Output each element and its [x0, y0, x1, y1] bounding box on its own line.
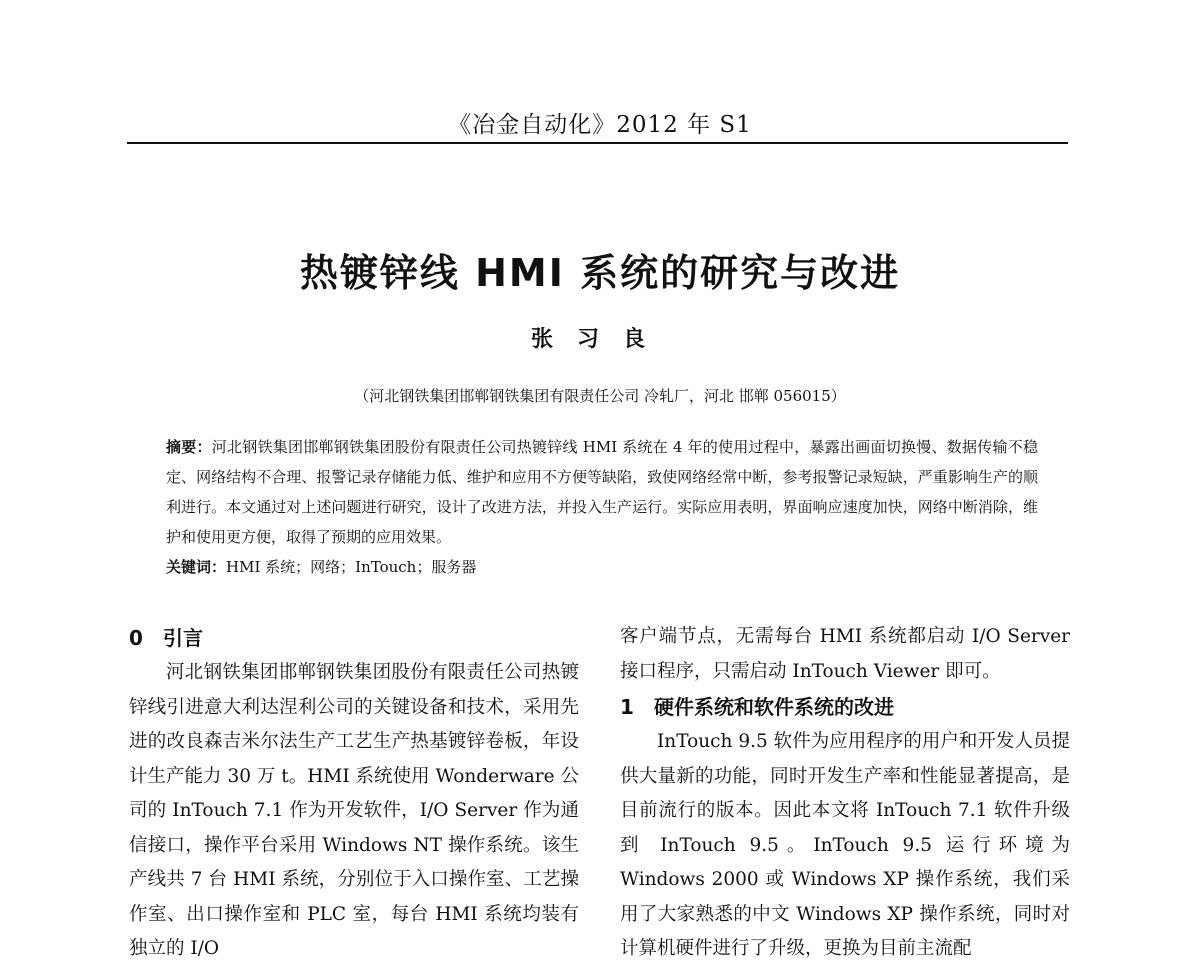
section-0-number: 0 — [129, 626, 143, 650]
left-column — [129, 620, 579, 967]
keywords-text: HMI 系统；网络；InTouch；服务器 — [226, 558, 477, 576]
abstract-label: 摘要： — [166, 438, 212, 456]
section-1-number: 1 — [620, 695, 634, 719]
article-title: 热镀锌线 HMI 系统的研究与改进 — [299, 251, 901, 295]
section-0-paragraph: 河北钢铁集团邯郸钢铁集团股份有限责任公司热镀锌线引进意大利达涅利公司的关键设备和技术，采用先进的改良森吉米尔法生产工艺生产热基镀锌卷板，年设计生产能力 30 万 t。HMI 系统使用 Wonderware 公司的 InTouch 7.1 作为开发软件，I/O Server 作为通信接口，操作平台采用 Windows NT 操作系统。该生产线共 7 台 HMI 系统，分别位于入口操作室、工艺操作室、出口操作室和 PLC 室，每台 HMI 系统均装有独立的 I/O — [129, 662, 579, 959]
author-affiliation: （河北钢铁集团邯郸钢铁集团有限责任公司 冷轧厂，河北 邯郸 056015） — [354, 387, 846, 405]
keywords — [166, 556, 476, 577]
keywords-label: 关键词： — [166, 558, 227, 576]
section-1-title: 硬件系统和软件系统的改进 — [654, 695, 894, 719]
abstract-text: 河北钢铁集团邯郸钢铁集团股份有限责任公司热镀锌线 HMI 系统在 4 年的使用过程中，暴露出画面切换慢、数据传输不稳定、网络结构不合理、报警记录存储能力低、维护和应用不方便等缺陷，致使网络经常中断，参考报警记录短缺，严重影响生产的顺利进行。本文通过对上述问题进行研究，设计了改进方法，并投入生产运行。实际应用表明，界面响应速度加快，网络中断消除，维护和使用更方便，取得了预期的应用效果。 — [166, 438, 1038, 546]
section-1-heading — [620, 689, 1070, 725]
section-0-title: 引言 — [163, 626, 203, 650]
abstract — [166, 432, 1038, 552]
section-1-paragraph: InTouch 9.5 软件为应用程序的用户和开发人员提供大量新的功能，同时开发生产率和性能显著提高，是目前流行的版本。因此本文将 InTouch 7.1 软件升级到 InTouch 9.5。InTouch 9.5 运行环境为 Windows 2000 或 Windows XP 操作系统，我们采用了大家熟悉的中文 Windows XP 操作系统，同时对计算机硬件进行了升级，更换为目前主流配 — [620, 731, 1070, 959]
section-0-heading — [129, 620, 579, 656]
article-author: 张习良 — [530, 326, 669, 352]
right-column — [620, 620, 1070, 967]
journal-header: 《冶金自动化》2012 年 S1 — [448, 112, 752, 138]
continued-paragraph: 客户端节点，无需每台 HMI 系统都启动 I/O Server 接口程序，只需启动 InTouch Viewer 即可。 — [620, 626, 1070, 682]
header-rule — [127, 142, 1068, 144]
